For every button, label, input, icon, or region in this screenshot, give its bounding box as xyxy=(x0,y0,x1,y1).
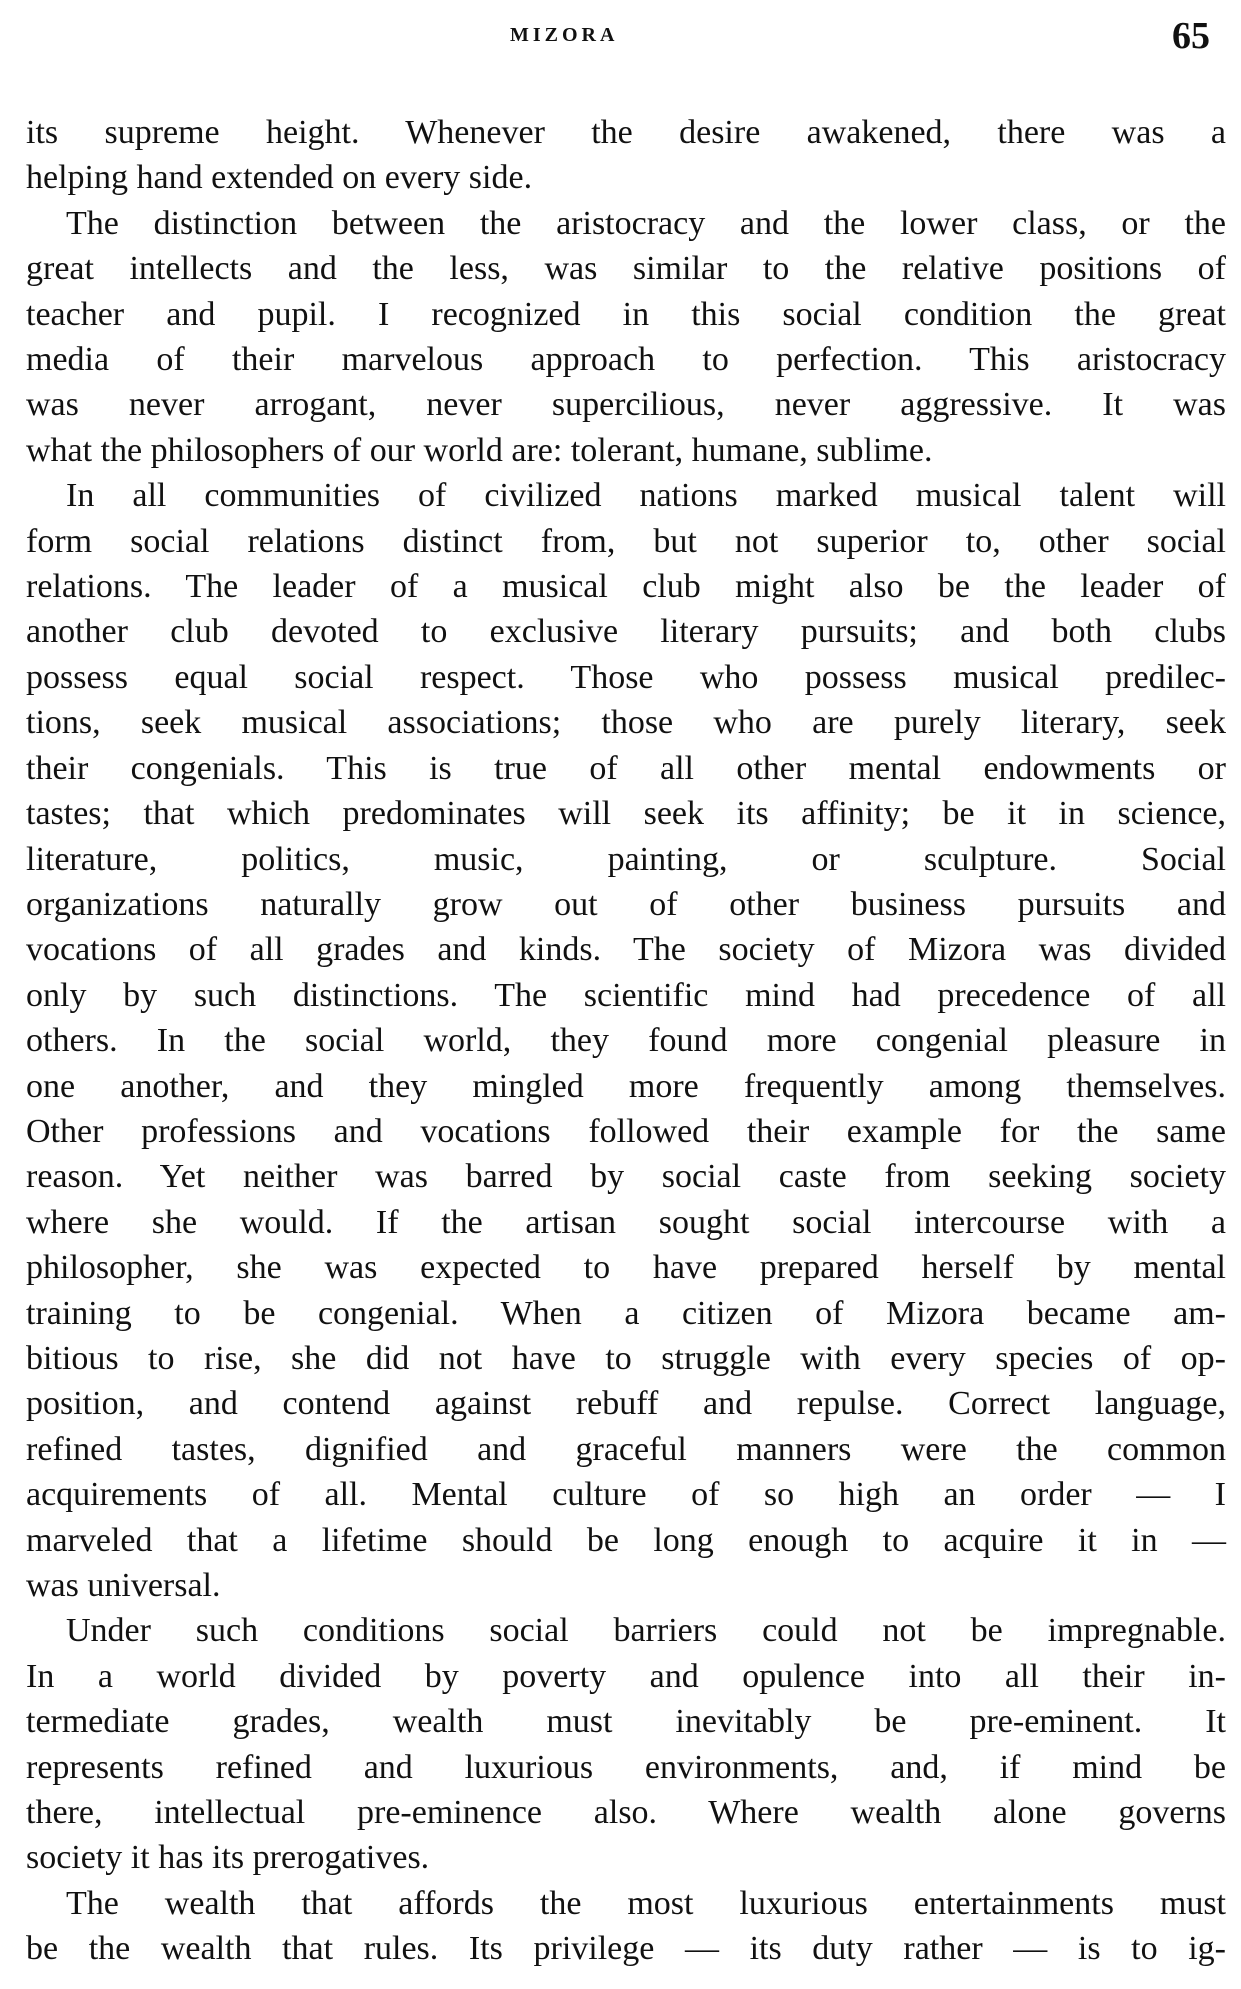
text-line: was universal. xyxy=(26,1567,221,1604)
text-line: form social relations distinct from, but not superior to, other social xyxy=(26,522,1226,560)
text-line: one another, and they mingled more frequently among themselves. xyxy=(26,1067,1226,1105)
text-line: helping hand extended on every side. xyxy=(26,159,533,197)
text-line: Under such conditions social barriers could not be impregnable. xyxy=(66,1612,1226,1650)
text-line: position, and contend against rebuff and repulse. Correct language, xyxy=(26,1385,1226,1423)
text-line: represents refined and luxurious environments, and, if mind be xyxy=(26,1748,1226,1786)
text-line: training to be congenial. When a citizen of Mizora became am- xyxy=(26,1294,1226,1332)
text-line: In all communities of civilized nations marked musical talent will xyxy=(66,477,1226,515)
text-line: society it has its prerogatives. xyxy=(26,1839,430,1877)
text-line: great intellects and the less, was similar to the relative positions of xyxy=(26,250,1226,288)
running-header xyxy=(0,15,1241,58)
text-line: media of their marvelous approach to perfection. This aristocracy xyxy=(26,341,1226,379)
body-text xyxy=(26,110,1226,1972)
text-line: philosopher, she was expected to have prepared herself by mental xyxy=(26,1249,1226,1287)
text-line: literature, politics, music, painting, or sculpture. Social xyxy=(26,840,1226,878)
text-line: be the wealth that rules. Its privilege — its duty rather — is to ig- xyxy=(26,1930,1226,1968)
text-line: where she would. If the artisan sought social intercourse with a xyxy=(26,1203,1226,1241)
page-number: 65 xyxy=(1172,15,1210,57)
text-line: tions, seek musical associations; those who are purely literary, seek xyxy=(26,704,1226,742)
text-line: termediate grades, wealth must inevitably be pre-eminent. It xyxy=(26,1703,1226,1741)
text-line: only by such distinctions. The scientific mind had precedence of all xyxy=(26,976,1226,1014)
text-line: The distinction between the aristocracy and the lower class, or the xyxy=(66,204,1226,242)
text-line: tastes; that which predominates will seek its affinity; be it in science, xyxy=(26,795,1226,833)
running-title: MIZORA xyxy=(510,24,619,46)
text-line: possess equal social respect. Those who possess musical predilec- xyxy=(26,658,1226,696)
text-line: In a world divided by poverty and opulence into all their in- xyxy=(26,1657,1226,1695)
text-line: their congenials. This is true of all other mental endowments or xyxy=(26,749,1226,787)
text-line: was never arrogant, never supercilious, never aggressive. It was xyxy=(26,386,1226,424)
text-line: another club devoted to exclusive literary pursuits; and both clubs xyxy=(26,613,1226,651)
text-line: teacher and pupil. I recognized in this social condition the great xyxy=(26,295,1226,333)
text-line: refined tastes, dignified and graceful manners were the common xyxy=(26,1430,1226,1468)
text-line: marveled that a lifetime should be long enough to acquire it in — xyxy=(26,1521,1226,1559)
text-line: others. In the social world, they found more congenial pleasure in xyxy=(26,1022,1226,1060)
text-line: Other professions and vocations followed their example for the same xyxy=(26,1112,1226,1150)
text-line: organizations naturally grow out of other business pursuits and xyxy=(26,885,1226,923)
text-line: what the philosophers of our world are: tolerant, humane, sublime. xyxy=(26,431,933,469)
text-line: vocations of all grades and kinds. The society of Mizora was divided xyxy=(26,931,1226,969)
text-line: The wealth that affords the most luxurious entertainments must xyxy=(66,1884,1226,1922)
text-line: relations. The leader of a musical club might also be the leader of xyxy=(26,568,1226,606)
text-line: reason. Yet neither was barred by social caste from seeking society xyxy=(26,1158,1226,1196)
text-line: its supreme height. Whenever the desire awakened, there was a xyxy=(26,114,1226,151)
text-line: acquirements of all. Mental culture of so high an order — I xyxy=(26,1476,1226,1514)
text-line: there, intellectual pre-eminence also. Where wealth alone governs xyxy=(26,1794,1226,1832)
text-line: bitious to rise, she did not have to struggle with every species of op- xyxy=(26,1339,1226,1377)
